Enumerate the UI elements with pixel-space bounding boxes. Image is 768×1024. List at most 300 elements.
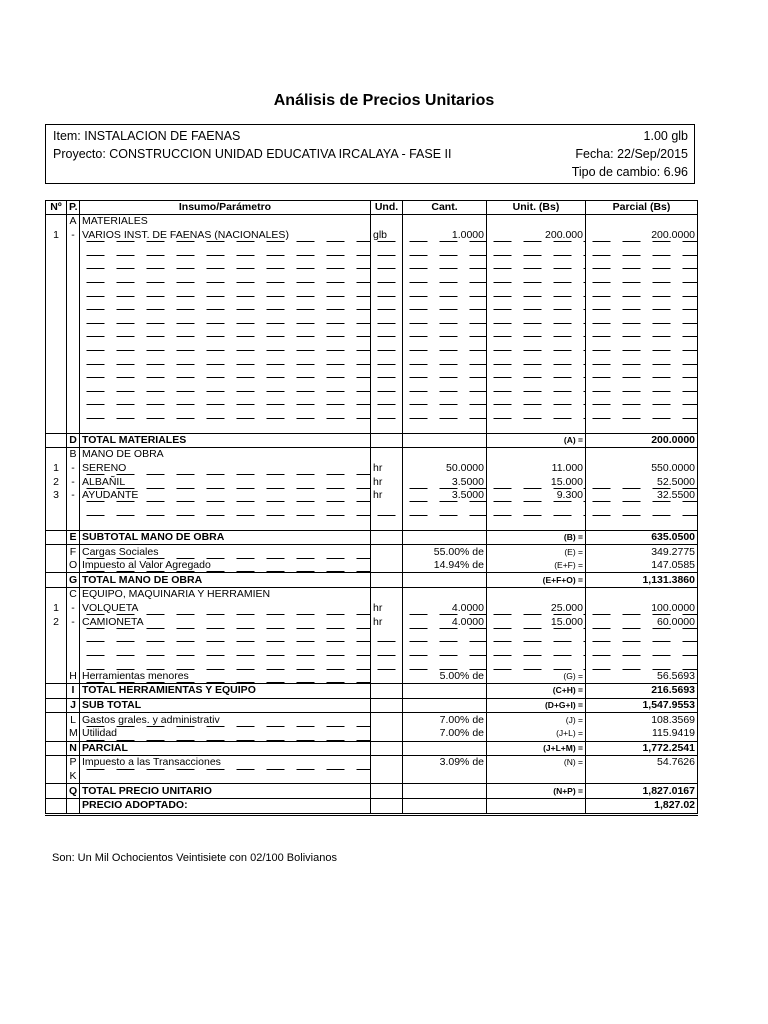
cell-unit bbox=[487, 365, 586, 379]
cell-parcial: 56.5693 bbox=[586, 670, 698, 684]
cell-parcial bbox=[586, 629, 698, 643]
cell-p: - bbox=[67, 462, 80, 476]
price-analysis-table bbox=[45, 200, 698, 816]
cell-unit bbox=[487, 698, 586, 713]
cell-und bbox=[371, 559, 403, 573]
table-row bbox=[46, 324, 698, 338]
cell-und bbox=[371, 256, 403, 270]
cell-insumo: MANO DE OBRA bbox=[80, 448, 371, 462]
formula-ref: (J+L+M) = bbox=[543, 742, 583, 753]
cell-p: - bbox=[67, 602, 80, 616]
cell-insumo bbox=[80, 242, 371, 256]
cell-insumo bbox=[80, 502, 371, 516]
cell-p: K bbox=[67, 770, 80, 784]
cell-cant bbox=[403, 283, 487, 297]
cell-p bbox=[67, 351, 80, 365]
cell-und bbox=[371, 530, 403, 545]
cell-p bbox=[67, 256, 80, 270]
cell-p bbox=[67, 392, 80, 406]
cell-unit bbox=[487, 433, 586, 448]
cell-insumo bbox=[80, 378, 371, 392]
cell-und bbox=[371, 573, 403, 588]
cell-und bbox=[371, 588, 403, 602]
cell-unit bbox=[487, 784, 586, 799]
table-row bbox=[46, 698, 698, 713]
cell-no: 2 bbox=[46, 615, 67, 629]
cell-und: hr bbox=[371, 462, 403, 476]
cell-p: C bbox=[67, 588, 80, 602]
cell-unit: 9.300 bbox=[487, 489, 586, 503]
cell-insumo: Cargas Sociales bbox=[80, 545, 371, 559]
cell-parcial: 1,772.2541 bbox=[586, 741, 698, 756]
table-row bbox=[46, 229, 698, 243]
cell-insumo: Impuesto al Valor Agregado bbox=[80, 559, 371, 573]
cell-no bbox=[46, 756, 67, 770]
cell-no bbox=[46, 530, 67, 545]
cell-unit bbox=[487, 310, 586, 324]
table-row bbox=[46, 713, 698, 727]
cell-cant: 14.94% de bbox=[403, 559, 487, 573]
cell-insumo bbox=[80, 405, 371, 419]
cell-parcial bbox=[586, 642, 698, 656]
cell-insumo: Impuesto a las Transacciones bbox=[80, 756, 371, 770]
col-header-insumo: Insumo/Parámetro bbox=[80, 201, 371, 215]
cell-und bbox=[371, 656, 403, 670]
cell-no bbox=[46, 297, 67, 311]
cell-und bbox=[371, 365, 403, 379]
table-row bbox=[46, 405, 698, 419]
project-label: Proyecto: CONSTRUCCION UNIDAD EDUCATIVA IRCALAYA - FASE II bbox=[53, 147, 452, 161]
cell-und bbox=[371, 516, 403, 530]
table-row bbox=[46, 351, 698, 365]
cell-und: glb bbox=[371, 229, 403, 243]
cell-cant bbox=[403, 588, 487, 602]
cell-parcial bbox=[586, 405, 698, 419]
cell-p bbox=[67, 242, 80, 256]
cell-cant bbox=[403, 656, 487, 670]
cell-cant bbox=[403, 405, 487, 419]
cell-cant: 7.00% de bbox=[403, 727, 487, 741]
cell-parcial bbox=[586, 242, 698, 256]
cell-cant bbox=[403, 448, 487, 462]
formula-ref: (B) = bbox=[563, 531, 583, 542]
cell-unit bbox=[487, 516, 586, 530]
cell-no bbox=[46, 698, 67, 713]
cell-cant bbox=[403, 502, 487, 516]
table-row bbox=[46, 283, 698, 297]
table-row bbox=[46, 770, 698, 784]
cell-unit: 15.000 bbox=[487, 475, 586, 489]
cell-unit bbox=[487, 588, 586, 602]
cell-p: O bbox=[67, 559, 80, 573]
amount-in-words: Son: Un Mil Ochocientos Veintisiete con 02/100 Bolivianos bbox=[52, 852, 337, 864]
table-row bbox=[46, 502, 698, 516]
cell-parcial bbox=[586, 256, 698, 270]
cell-cant: 1.0000 bbox=[403, 229, 487, 243]
cell-unit bbox=[487, 559, 586, 573]
cell-insumo bbox=[80, 419, 371, 433]
cell-cant bbox=[403, 242, 487, 256]
cell-cant bbox=[403, 798, 487, 814]
cell-p: D bbox=[67, 433, 80, 448]
cell-und bbox=[371, 419, 403, 433]
cell-cant bbox=[403, 433, 487, 448]
cell-und bbox=[371, 684, 403, 699]
item-label: Item: INSTALACION DE FAENAS bbox=[53, 129, 241, 143]
table-row bbox=[46, 684, 698, 699]
cell-parcial bbox=[586, 656, 698, 670]
cell-no: 1 bbox=[46, 462, 67, 476]
cell-und bbox=[371, 713, 403, 727]
cell-p: F bbox=[67, 545, 80, 559]
cell-insumo bbox=[80, 642, 371, 656]
table-row bbox=[46, 448, 698, 462]
cell-insumo: TOTAL PRECIO UNITARIO bbox=[80, 784, 371, 799]
formula-ref: (J) = bbox=[565, 714, 583, 725]
table-row bbox=[46, 530, 698, 545]
cell-parcial bbox=[586, 516, 698, 530]
cell-parcial bbox=[586, 448, 698, 462]
cell-und: hr bbox=[371, 489, 403, 503]
cell-no: 1 bbox=[46, 229, 67, 243]
cell-und bbox=[371, 670, 403, 684]
cell-insumo bbox=[80, 770, 371, 784]
cell-insumo: MATERIALES bbox=[80, 215, 371, 229]
cell-unit bbox=[487, 448, 586, 462]
cell-p: N bbox=[67, 741, 80, 756]
cell-parcial bbox=[586, 215, 698, 229]
cell-und: hr bbox=[371, 602, 403, 616]
cell-und bbox=[371, 798, 403, 814]
cell-und bbox=[371, 741, 403, 756]
cell-insumo: CAMIONETA bbox=[80, 615, 371, 629]
cell-parcial bbox=[586, 502, 698, 516]
cell-parcial: 54.7626 bbox=[586, 756, 698, 770]
cell-insumo bbox=[80, 283, 371, 297]
cell-cant bbox=[403, 770, 487, 784]
cell-und bbox=[371, 392, 403, 406]
cell-cant: 5.00% de bbox=[403, 670, 487, 684]
cell-parcial bbox=[586, 337, 698, 351]
cell-cant: 4.0000 bbox=[403, 602, 487, 616]
formula-ref: (E) = bbox=[564, 546, 583, 557]
cell-und bbox=[371, 784, 403, 799]
table-row bbox=[46, 392, 698, 406]
cell-und bbox=[371, 310, 403, 324]
table-row bbox=[46, 615, 698, 629]
formula-ref: (A) = bbox=[563, 434, 583, 445]
cell-no bbox=[46, 684, 67, 699]
cell-no bbox=[46, 365, 67, 379]
table-row bbox=[46, 642, 698, 656]
cell-no bbox=[46, 283, 67, 297]
cell-no: 1 bbox=[46, 602, 67, 616]
cell-no bbox=[46, 741, 67, 756]
cell-p bbox=[67, 629, 80, 643]
cell-no bbox=[46, 433, 67, 448]
cell-p: H bbox=[67, 670, 80, 684]
cell-unit bbox=[487, 629, 586, 643]
cell-cant bbox=[403, 684, 487, 699]
cell-cant bbox=[403, 378, 487, 392]
table-row bbox=[46, 588, 698, 602]
cell-cant bbox=[403, 215, 487, 229]
cell-und bbox=[371, 215, 403, 229]
cell-no bbox=[46, 798, 67, 814]
cell-p bbox=[67, 642, 80, 656]
cell-und bbox=[371, 351, 403, 365]
cell-p: A bbox=[67, 215, 80, 229]
cell-parcial: 200.0000 bbox=[586, 229, 698, 243]
cell-unit bbox=[487, 573, 586, 588]
cell-parcial: 52.5000 bbox=[586, 475, 698, 489]
cell-insumo bbox=[80, 297, 371, 311]
table-row bbox=[46, 670, 698, 684]
cell-no bbox=[46, 269, 67, 283]
cell-und bbox=[371, 545, 403, 559]
table-row bbox=[46, 215, 698, 229]
cell-insumo bbox=[80, 256, 371, 270]
cell-cant bbox=[403, 573, 487, 588]
cell-p: - bbox=[67, 615, 80, 629]
cell-und bbox=[371, 297, 403, 311]
cell-cant: 7.00% de bbox=[403, 713, 487, 727]
cell-p: B bbox=[67, 448, 80, 462]
cell-cant bbox=[403, 392, 487, 406]
cell-unit bbox=[487, 798, 586, 814]
cell-no bbox=[46, 670, 67, 684]
cell-und bbox=[371, 405, 403, 419]
cell-unit bbox=[487, 502, 586, 516]
cell-cant bbox=[403, 310, 487, 324]
table-row bbox=[46, 269, 698, 283]
col-header-parcial: Parcial (Bs) bbox=[586, 201, 698, 215]
cell-no bbox=[46, 310, 67, 324]
cell-p: P bbox=[67, 756, 80, 770]
cell-p bbox=[67, 310, 80, 324]
table-row bbox=[46, 798, 698, 814]
cell-p bbox=[67, 337, 80, 351]
cell-unit bbox=[487, 670, 586, 684]
cell-cant bbox=[403, 337, 487, 351]
table-row bbox=[46, 756, 698, 770]
cell-p bbox=[67, 283, 80, 297]
cell-cant bbox=[403, 516, 487, 530]
cell-cant bbox=[403, 297, 487, 311]
cell-und bbox=[371, 337, 403, 351]
table-row bbox=[46, 475, 698, 489]
table-row bbox=[46, 365, 698, 379]
cell-und bbox=[371, 378, 403, 392]
cell-cant bbox=[403, 256, 487, 270]
cell-p: J bbox=[67, 698, 80, 713]
cell-insumo: VARIOS INST. DE FAENAS (NACIONALES) bbox=[80, 229, 371, 243]
table-row bbox=[46, 462, 698, 476]
cell-parcial bbox=[586, 770, 698, 784]
cell-unit bbox=[487, 269, 586, 283]
date-label: Fecha: 22/Sep/2015 bbox=[575, 147, 688, 161]
table-row bbox=[46, 741, 698, 756]
cell-insumo: Herramientas menores bbox=[80, 670, 371, 684]
cell-insumo: AYUDANTE bbox=[80, 489, 371, 503]
cell-insumo bbox=[80, 629, 371, 643]
col-header-und: Und. bbox=[371, 201, 403, 215]
table-row bbox=[46, 516, 698, 530]
cell-unit bbox=[487, 283, 586, 297]
cell-no bbox=[46, 256, 67, 270]
cell-insumo bbox=[80, 392, 371, 406]
header-line-exchange bbox=[53, 163, 688, 181]
cell-unit bbox=[487, 713, 586, 727]
cell-parcial bbox=[586, 283, 698, 297]
cell-insumo: Utilidad bbox=[80, 727, 371, 741]
item-quantity: 1.00 glb bbox=[643, 129, 688, 143]
cell-p bbox=[67, 269, 80, 283]
cell-no bbox=[46, 405, 67, 419]
cell-cant bbox=[403, 698, 487, 713]
cell-cant: 3.5000 bbox=[403, 489, 487, 503]
formula-ref: (J+L) = bbox=[556, 728, 583, 739]
table-row bbox=[46, 433, 698, 448]
table-row bbox=[46, 297, 698, 311]
cell-unit: 11.000 bbox=[487, 462, 586, 476]
formula-ref: (N+P) = bbox=[553, 785, 583, 796]
header-box bbox=[45, 124, 695, 184]
cell-parcial: 100.0000 bbox=[586, 602, 698, 616]
cell-unit bbox=[487, 530, 586, 545]
cell-no bbox=[46, 502, 67, 516]
col-header-unit: Unit. (Bs) bbox=[487, 201, 586, 215]
table-header-row bbox=[46, 201, 698, 215]
table-row bbox=[46, 559, 698, 573]
cell-insumo bbox=[80, 365, 371, 379]
table-row bbox=[46, 784, 698, 799]
cell-cant bbox=[403, 784, 487, 799]
cell-und bbox=[371, 629, 403, 643]
cell-p bbox=[67, 405, 80, 419]
cell-insumo: VOLQUETA bbox=[80, 602, 371, 616]
cell-p: L bbox=[67, 713, 80, 727]
cell-p: M bbox=[67, 727, 80, 741]
cell-p bbox=[67, 365, 80, 379]
cell-insumo bbox=[80, 324, 371, 338]
cell-p: - bbox=[67, 489, 80, 503]
formula-ref: (E+F) = bbox=[554, 560, 583, 571]
cell-und bbox=[371, 283, 403, 297]
cell-insumo: TOTAL HERRAMIENTAS Y EQUIPO bbox=[80, 684, 371, 699]
cell-no bbox=[46, 713, 67, 727]
cell-parcial: 635.0500 bbox=[586, 530, 698, 545]
cell-insumo: TOTAL MATERIALES bbox=[80, 433, 371, 448]
formula-ref: (G) = bbox=[563, 670, 583, 681]
cell-und bbox=[371, 727, 403, 741]
cell-insumo: ALBAÑIL bbox=[80, 475, 371, 489]
table-row bbox=[46, 545, 698, 559]
cell-no bbox=[46, 215, 67, 229]
cell-und bbox=[371, 433, 403, 448]
formula-ref: (N) = bbox=[563, 757, 583, 768]
cell-parcial bbox=[586, 297, 698, 311]
formula-ref: (D+G+I) = bbox=[544, 700, 583, 711]
cell-cant bbox=[403, 419, 487, 433]
cell-parcial: 147.0585 bbox=[586, 559, 698, 573]
page-title: Análisis de Precios Unitarios bbox=[273, 92, 495, 109]
cell-parcial: 1,827.0167 bbox=[586, 784, 698, 799]
cell-unit: 25.000 bbox=[487, 602, 586, 616]
cell-no bbox=[46, 351, 67, 365]
table-row bbox=[46, 602, 698, 616]
cell-parcial bbox=[586, 351, 698, 365]
table-row bbox=[46, 310, 698, 324]
cell-no bbox=[46, 629, 67, 643]
cell-no bbox=[46, 516, 67, 530]
cell-unit bbox=[487, 256, 586, 270]
cell-unit bbox=[487, 337, 586, 351]
cell-parcial: 115.9419 bbox=[586, 727, 698, 741]
formula-ref: (E+F+O) = bbox=[542, 574, 583, 585]
header-line-project bbox=[53, 145, 688, 163]
cell-cant bbox=[403, 741, 487, 756]
cell-insumo bbox=[80, 516, 371, 530]
table-row bbox=[46, 419, 698, 433]
cell-parcial bbox=[586, 378, 698, 392]
cell-no bbox=[46, 378, 67, 392]
cell-p bbox=[67, 297, 80, 311]
cell-parcial: 108.3569 bbox=[586, 713, 698, 727]
cell-no bbox=[46, 559, 67, 573]
cell-und bbox=[371, 242, 403, 256]
cell-unit bbox=[487, 378, 586, 392]
cell-und: hr bbox=[371, 475, 403, 489]
cell-no bbox=[46, 573, 67, 588]
exchange-rate: Tipo de cambio: 6.96 bbox=[571, 165, 688, 179]
cell-unit bbox=[487, 351, 586, 365]
table-row bbox=[46, 629, 698, 643]
cell-unit bbox=[487, 684, 586, 699]
cell-parcial: 216.5693 bbox=[586, 684, 698, 699]
cell-und bbox=[371, 642, 403, 656]
cell-parcial bbox=[586, 588, 698, 602]
cell-p bbox=[67, 516, 80, 530]
cell-no bbox=[46, 392, 67, 406]
cell-p bbox=[67, 324, 80, 338]
cell-no bbox=[46, 337, 67, 351]
cell-unit bbox=[487, 242, 586, 256]
cell-p: - bbox=[67, 475, 80, 489]
table-row bbox=[46, 378, 698, 392]
cell-insumo: PARCIAL bbox=[80, 741, 371, 756]
cell-unit bbox=[487, 545, 586, 559]
cell-und bbox=[371, 770, 403, 784]
table-row bbox=[46, 242, 698, 256]
cell-unit bbox=[487, 405, 586, 419]
cell-insumo: SUBTOTAL MANO DE OBRA bbox=[80, 530, 371, 545]
cell-cant bbox=[403, 629, 487, 643]
cell-p bbox=[67, 502, 80, 516]
cell-no bbox=[46, 727, 67, 741]
cell-cant: 3.09% de bbox=[403, 756, 487, 770]
cell-unit bbox=[487, 727, 586, 741]
cell-und bbox=[371, 502, 403, 516]
cell-no bbox=[46, 242, 67, 256]
cell-und bbox=[371, 756, 403, 770]
cell-cant: 50.0000 bbox=[403, 462, 487, 476]
cell-unit bbox=[487, 392, 586, 406]
cell-parcial bbox=[586, 392, 698, 406]
cell-parcial: 200.0000 bbox=[586, 433, 698, 448]
cell-cant: 3.5000 bbox=[403, 475, 487, 489]
cell-no bbox=[46, 656, 67, 670]
